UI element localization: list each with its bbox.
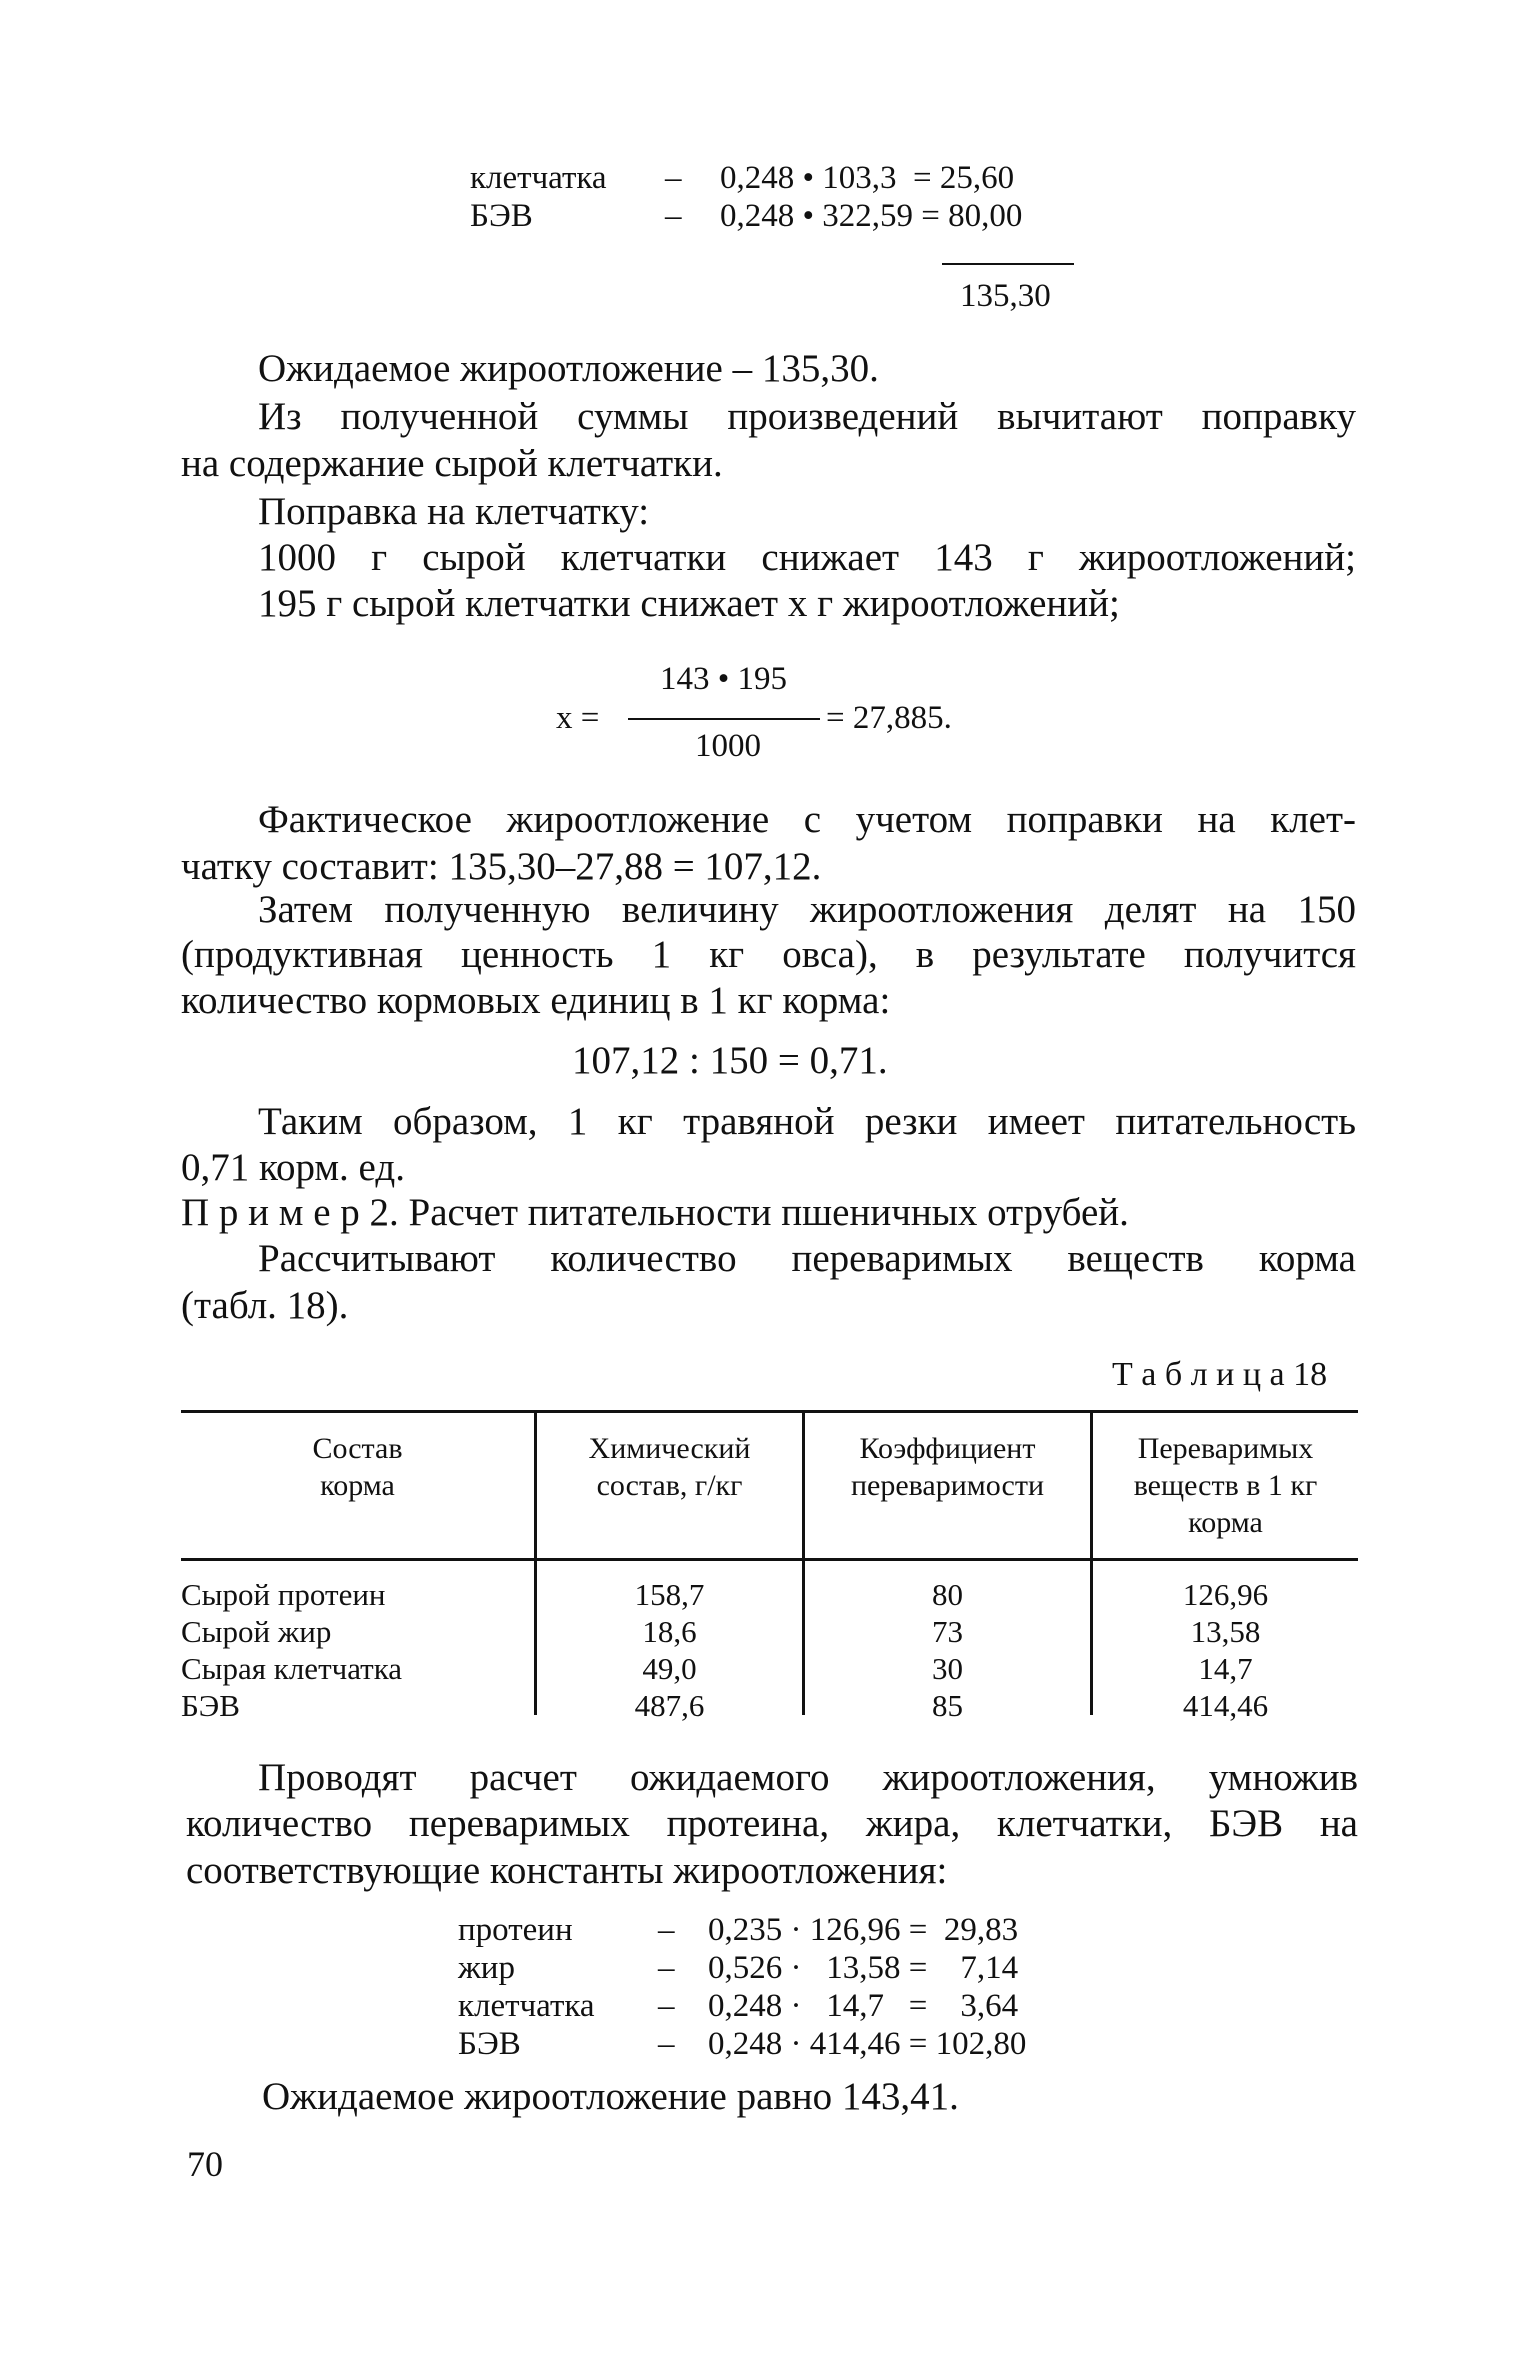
header-line: состав, г/кг — [596, 1469, 743, 1502]
header-line: корма — [320, 1469, 395, 1502]
header-line: переваримости — [850, 1469, 1045, 1502]
paragraph-line: количество кормовых единиц в 1 кг корма: — [181, 979, 891, 1022]
table-cell: БЭВ — [181, 1688, 240, 1723]
formula-rhs: = 27,885. — [826, 700, 952, 736]
paragraph-equation: 107,12 : 150 = 0,71. — [572, 1039, 888, 1082]
paragraph-line: 0,71 корм. ед. — [181, 1146, 405, 1189]
calc-expr: 0,248 • 103,3 = 25,60 — [720, 160, 1015, 196]
calc-expr: 0,235 · 126,96 = 29,83 — [708, 1912, 1019, 1948]
table-cell: 49,0 — [642, 1651, 697, 1686]
example-text: Расчет питательности пшеничных отрубей. — [408, 1191, 1129, 1234]
table-header-rule — [181, 1558, 1358, 1561]
calc-row — [470, 160, 1022, 198]
header-line: Химический — [588, 1432, 751, 1465]
paragraph-line: Из полученной суммы произведений вычитают поправку — [258, 395, 1356, 438]
sum-rule — [942, 263, 1074, 265]
table-cell: Сырой протеин — [181, 1577, 386, 1612]
calc-expr: 0,248 • 322,59 = 80,00 — [720, 198, 1023, 234]
table-header-digestible — [1093, 1430, 1358, 1541]
paragraph-line: Поправка на клетчатку: — [258, 490, 650, 533]
paragraph-line: 1000 г сырой клетчатки снижает 143 г жироотложений; — [258, 536, 1356, 579]
calc-dash: – — [665, 198, 682, 234]
header-line: Переваримых — [1137, 1432, 1314, 1465]
calc-expr: 0,248 · 414,46 = 102,80 — [708, 2026, 1027, 2062]
paragraph-line: (табл. 18). — [181, 1284, 349, 1327]
table-cell: 14,7 — [1198, 1651, 1253, 1686]
calc-name: протеин — [458, 1912, 573, 1948]
header-line: корма — [1188, 1506, 1263, 1539]
calc-expr: 0,248 · 14,7 = 3,64 — [708, 1988, 1019, 2024]
calc-name: клетчатка — [458, 1988, 595, 2024]
paragraph-line: Проводят расчет ожидаемого жироотложения, умножив — [258, 1756, 1358, 1799]
header-line: Коэффициент — [859, 1432, 1036, 1465]
table-cell: 73 — [932, 1614, 963, 1649]
paragraph-line: Таким образом, 1 кг травяной резки имеет питательность — [258, 1100, 1356, 1143]
paragraph-line: Рассчитывают количество переваримых веществ корма — [258, 1237, 1356, 1280]
table-cell: Сырая клетчатка — [181, 1651, 403, 1686]
header-line: веществ в 1 кг — [1133, 1469, 1318, 1502]
table-cell: 30 — [932, 1651, 963, 1686]
table-header-composition — [181, 1430, 534, 1504]
calc-row — [470, 198, 1022, 236]
calc-name: клетчатка — [470, 160, 607, 196]
calc-dash: – — [658, 1912, 675, 1948]
calc-expr: 0,526 · 13,58 = 7,14 — [708, 1950, 1019, 1986]
table-cell: 126,96 — [1182, 1577, 1269, 1612]
calc-dash: – — [658, 2026, 675, 2062]
table-cell: 80 — [932, 1577, 963, 1612]
table-cell: 414,46 — [1182, 1688, 1269, 1723]
formula-lhs: x = — [556, 700, 600, 736]
paragraph-expected-fat-total: Ожидаемое жироотложение равно 143,41. — [262, 2075, 959, 2118]
table-cell: 13,58 — [1190, 1614, 1261, 1649]
table-cell: 487,6 — [634, 1688, 705, 1723]
calc-row — [458, 1950, 1026, 1988]
calc-block-top — [470, 160, 1022, 236]
table-cell: 158,7 — [634, 1577, 705, 1612]
page-number: 70 — [187, 2144, 223, 2184]
header-line: Состав — [312, 1432, 403, 1465]
calc-dash: – — [665, 160, 682, 196]
paragraph-line: соответствующие константы жироотложения: — [186, 1849, 948, 1892]
paragraph-line: чатку составит: 135,30–27,88 = 107,12. — [181, 845, 822, 888]
calc-row — [458, 1912, 1026, 1950]
calc-row — [458, 2026, 1026, 2064]
calc-block-bottom — [458, 1912, 1026, 2064]
paragraph-expected-fat: Ожидаемое жироотложение – 135,30. — [258, 347, 879, 390]
calc-name: БЭВ — [458, 2026, 521, 2062]
calc-name: БЭВ — [470, 198, 533, 234]
table-cell: 18,6 — [642, 1614, 697, 1649]
table-cell: 85 — [932, 1688, 963, 1723]
formula-denominator: 1000 — [695, 728, 761, 764]
table-cell: Сырой жир — [181, 1614, 332, 1649]
table-header-coefficient — [805, 1430, 1090, 1504]
calc-dash: – — [658, 1950, 675, 1986]
calc-total: 135,30 — [960, 278, 1051, 314]
calc-dash: – — [658, 1988, 675, 2024]
example-heading — [181, 1190, 1129, 1236]
table-caption: Т а б л и ц а 18 — [1112, 1356, 1328, 1393]
paragraph-line: количество переваримых протеина, жира, клетчатки, БЭВ на — [186, 1802, 1358, 1845]
calc-row — [458, 1988, 1026, 2026]
table-top-rule — [181, 1410, 1358, 1413]
paragraph-line: Фактическое жироотложение с учетом поправки на клет- — [258, 798, 1356, 841]
table-header-chemical — [537, 1430, 802, 1504]
paragraph-line: Затем полученную величину жироотложения делят на 150 — [258, 888, 1356, 931]
paragraph-line: 195 г сырой клетчатки снижает x г жироотложений; — [258, 582, 1120, 625]
calc-name: жир — [458, 1950, 515, 1986]
example-label: П р и м е р 2. — [181, 1191, 399, 1234]
formula-numerator: 143 • 195 — [660, 661, 788, 697]
paragraph-line: (продуктивная ценность 1 кг овса), в результате получится — [181, 933, 1356, 976]
paragraph-line: на содержание сырой клетчатки. — [181, 442, 723, 485]
fraction-bar — [628, 718, 820, 720]
